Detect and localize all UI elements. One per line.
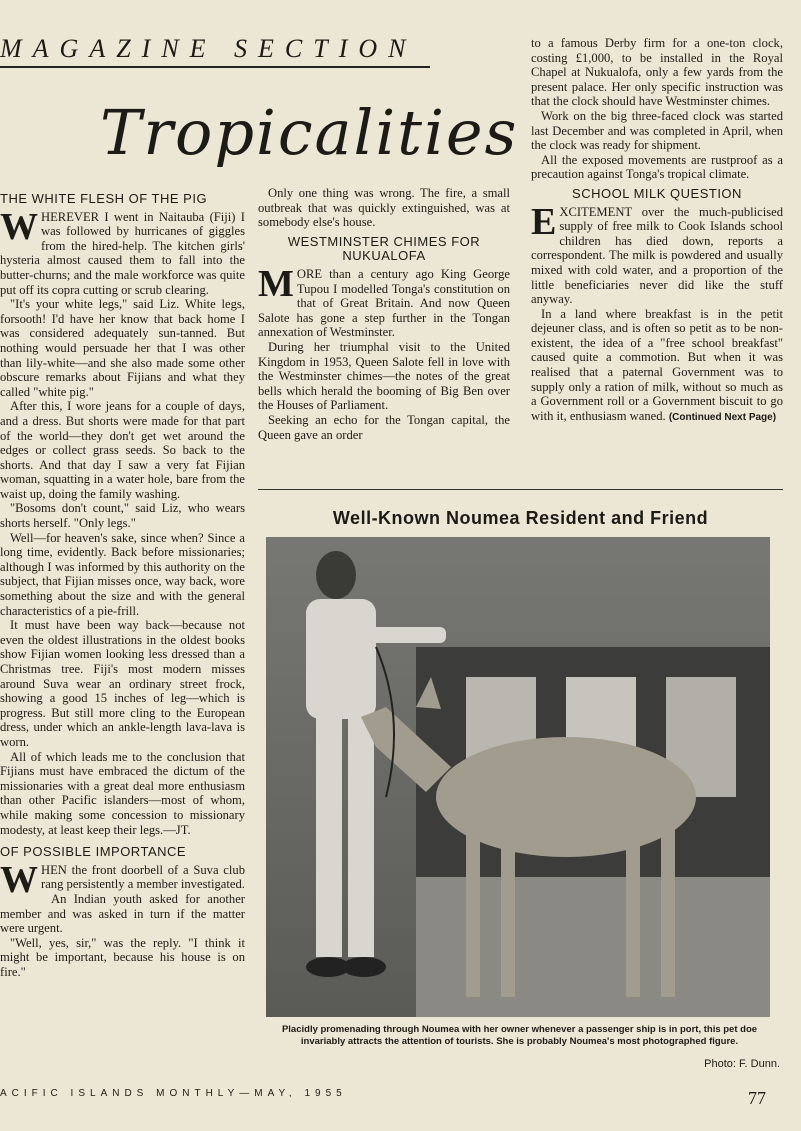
continued-note: (Continued Next Page) — [668, 411, 777, 423]
article-heading-westminster: WESTMINSTER CHIMES FOR NUKUALOFA — [287, 233, 481, 264]
article-paragraph: to a famous Derby firm for a one-ton clock, costing £1,000, to be installed in the Royal Chapel at Nukualofa, only a few yards from the present palace. Her only specific instruction was that the clock should have Westminster chimes. — [531, 36, 783, 109]
article-paragraph: Seeking an echo for the Tongan capital, the Queen gave an order — [258, 412, 510, 442]
article-paragraph: MORE than a century ago King George Tupou I modelled Tonga's constitution on that of Great Britain. And now Queen Salote has gone a step further in the Tongan annexation of Westminster. — [258, 262, 510, 340]
article-paragraph: WHEREVER I went in Naitauba (Fiji) I was followed by hurricanes of giggles from the hired-help. The kitchen girls' hysteria almost caused them to fall into the butter-churns; and the male workforce was quite put off its copra cutting or scrub clearing. — [0, 205, 245, 297]
article-heading-importance: OF POSSIBLE IMPORTANCE — [0, 844, 187, 860]
article-paragraph: Work on the big three-faced clock was started last December and was completed in April, when the clock was ready for shipment. — [531, 108, 783, 153]
masthead-rule — [0, 66, 430, 68]
article-paragraph: EXCITEMENT over the much-publicised supply of free milk to Cook Islands school children has died down, reports a correspondent. The milk is powdered and usually mixed with cold water, and a proportion of the little beneficiaries never did like the stuff anyway. — [531, 200, 783, 307]
article-paragraph: In a land where breakfast is in the petit dejeuner class, and is often so petit as to be non-existent, the idea of a "free school breakfast" caused quite a commotion. But when it was realised that a paternal Government was to supply only a ration of milk, without so much as a Government roll or a Government biscuit to go with it, enthusiasm waned. (Continued Next Page) — [531, 306, 783, 423]
column-2 — [258, 186, 510, 481]
section-divider — [258, 489, 783, 490]
article-paragraph: Only one thing was wrong. The fire, a small outbreak that was quickly extinguished, was at somebody else's house. — [258, 186, 510, 230]
article-paragraph: "Well, yes, sir," was the reply. "I think it might be important, because his house is on fire." — [0, 935, 245, 979]
article-paragraph: "It's your white legs," said Liz. White legs, forsooth! I'd have her know that back home I was considered adequately sun-tanned. But nothing would persuade her that I was other than lily-white—and she also made some other obscure remarks about Fijians and what they called "white pig." — [0, 297, 245, 399]
article-paragraph: It must have been way back—because not even the oldest illustrations in the oldest books show Fijian women looking less dressed than a Christmas tree. Fiji's most modern misses around Suva wear an ordinary street frock, showing a good 15 inches of leg—which is progress. But still more cling to the European dress, under which an ankle-length lava-lava is worn. — [0, 618, 245, 749]
article-paragraph: "Bosoms don't count," said Liz, who wears shorts herself. "Only legs." — [0, 501, 245, 531]
publication-footer: ACIFIC ISLANDS MONTHLY—MAY, 1955 — [0, 1088, 347, 1099]
page-number: 77 — [748, 1088, 766, 1108]
drop-cap: E — [531, 200, 557, 243]
article-heading-pig: THE WHITE FLESH OF THE PIG — [0, 191, 208, 206]
column-1 — [0, 190, 245, 1085]
article-paragraph: WHEN the front doorbell of a Suva club rang persistently a member investigated. — [0, 858, 245, 901]
photo-illustration — [266, 537, 770, 1017]
article-paragraph: Well—for heaven's sake, since when? Since a long time, evidently. Back before missionaries; although I was informed by this authority on the subject, that Fijian misses once, way back, wore something about the size and with the general characteristics of a pie-frill. — [0, 530, 245, 618]
drop-cap: W — [0, 858, 38, 901]
photograph — [266, 537, 770, 1017]
photo-credit: Photo: F. Dunn. — [704, 1058, 780, 1070]
photo-title: Well-Known Noumea Resident and Friend — [332, 508, 709, 528]
article-paragraph: After this, I wore jeans for a couple of days, and a dress. But shorts were made for that part of the world—they don't get wet around the edges or collect grass seeds. So back to the shorts. And that day I saw a very fat Fijian woman, squatting in a water hole, bare from the waist up, doing the family washing. — [0, 399, 245, 501]
masthead: MAGAZINE SECTION — [0, 34, 417, 63]
drop-cap: W — [0, 205, 38, 248]
article-paragraph: An Indian youth asked for another member and was asked in turn if the matter were urgent. — [0, 891, 245, 936]
column-3 — [531, 36, 783, 482]
section-title: Tropicalities — [100, 96, 519, 169]
article-heading-milk: SCHOOL MILK QUESTION — [572, 185, 742, 201]
photo-caption: Placidly promenading through Noumea with her owner whenever a passenger ship is in port, this pet doe invariably attracts the attention of tourists. She is probably Noumea's most photographed figure. — [281, 1024, 758, 1047]
article-paragraph: During her triumphal visit to the United Kingdom in 1953, Queen Salote fell in love with the Westminster chimes—the notes of the great bells which herald the booming of Big Ben over the Houses of Parliament. — [258, 339, 510, 413]
article-paragraph: All of which leads me to the conclusion that Fijians must have embraced the dictum of the missionaries with a great deal more enthusiasm than other Pacific islanders—most of whom, while making some concession to missionary modesty, at least keep their legs.—JT. — [0, 749, 245, 837]
article-paragraph: All the exposed movements are rustproof as a precaution against Tonga's tropical climate. — [531, 152, 783, 182]
drop-cap: M — [258, 262, 294, 305]
